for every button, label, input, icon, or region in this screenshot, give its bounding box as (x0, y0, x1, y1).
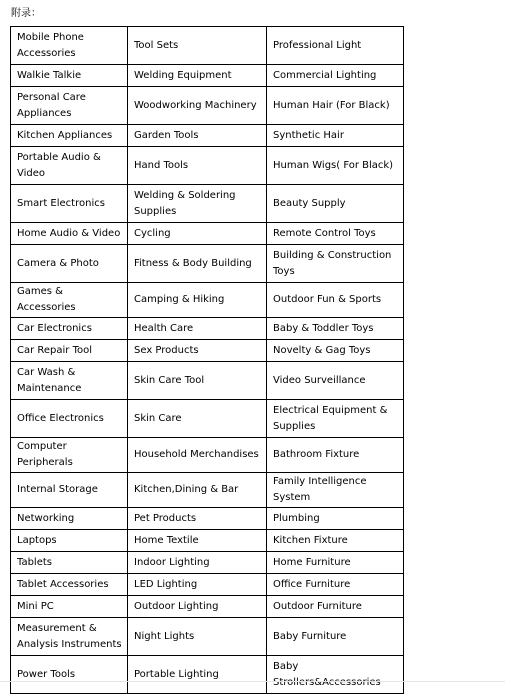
table-row (11, 656, 404, 694)
table-cell: Outdoor Furniture (267, 596, 404, 618)
table-cell: Tool Sets (128, 27, 267, 65)
table-cell: Laptops (11, 530, 128, 552)
table-cell: Indoor Lighting (128, 552, 267, 574)
table-cell: Networking (11, 508, 128, 530)
table-row (11, 438, 404, 473)
table-row (11, 223, 404, 245)
table-cell: Baby Furniture (267, 618, 404, 656)
table-row (11, 552, 404, 574)
table-row (11, 125, 404, 147)
table-cell: Building & Construction Toys (267, 245, 404, 283)
table-row (11, 245, 404, 283)
table-row (11, 340, 404, 362)
table-row (11, 596, 404, 618)
table-cell: Camera & Photo (11, 245, 128, 283)
table-cell: Power Tools (11, 656, 128, 694)
table-cell: Woodworking Machinery (128, 87, 267, 125)
table-cell: Portable Lighting (128, 656, 267, 694)
table-cell: Skin Care Tool (128, 362, 267, 400)
table-cell: Outdoor Fun & Sports (267, 283, 404, 318)
table-cell: Night Lights (128, 618, 267, 656)
table-cell: Home Audio & Video (11, 223, 128, 245)
table-row (11, 283, 404, 318)
table-cell: Electrical Equipment & Supplies (267, 400, 404, 438)
table-cell: Plumbing (267, 508, 404, 530)
table-row (11, 185, 404, 223)
table-row (11, 618, 404, 656)
table-cell: Cycling (128, 223, 267, 245)
category-table (10, 26, 404, 694)
table-cell: Measurement & Analysis Instruments (11, 618, 128, 656)
table-cell: Family Intelligence System (267, 473, 404, 508)
table-cell: Baby & Toddler Toys (267, 318, 404, 340)
table-cell: Human Hair (For Black) (267, 87, 404, 125)
table-row (11, 87, 404, 125)
table-row (11, 574, 404, 596)
table-cell: Baby Strollers&Accessories (267, 656, 404, 694)
table-cell: Office Furniture (267, 574, 404, 596)
table-cell: Home Textile (128, 530, 267, 552)
table-cell: Games & Accessories (11, 283, 128, 318)
table-cell: Household Merchandises (128, 438, 267, 473)
table-cell: Fitness & Body Building (128, 245, 267, 283)
table-cell: Tablet Accessories (11, 574, 128, 596)
table-cell: Portable Audio & Video (11, 147, 128, 185)
table-cell: Walkie Talkie (11, 65, 128, 87)
table-cell: Car Electronics (11, 318, 128, 340)
table-cell: Garden Tools (128, 125, 267, 147)
table-cell: Beauty Supply (267, 185, 404, 223)
table-cell: Outdoor Lighting (128, 596, 267, 618)
table-cell: Hand Tools (128, 147, 267, 185)
table-cell: Computer Peripherals (11, 438, 128, 473)
table-cell: Commercial Lighting (267, 65, 404, 87)
table-cell: Welding & Soldering Supplies (128, 185, 267, 223)
table-row (11, 147, 404, 185)
table-cell: Welding Equipment (128, 65, 267, 87)
table-row (11, 318, 404, 340)
table-cell: Internal Storage (11, 473, 128, 508)
table-cell: Health Care (128, 318, 267, 340)
table-cell: Video Surveillance (267, 362, 404, 400)
table-cell: Mini PC (11, 596, 128, 618)
table-cell: Car Repair Tool (11, 340, 128, 362)
table-cell: Mobile Phone Accessories (11, 27, 128, 65)
table-cell: Camping & Hiking (128, 283, 267, 318)
appendix-heading: 附录： (11, 8, 41, 19)
table-cell: Skin Care (128, 400, 267, 438)
table-cell: LED Lighting (128, 574, 267, 596)
table-row (11, 65, 404, 87)
table-cell: Novelty & Gag Toys (267, 340, 404, 362)
category-table-body (11, 27, 404, 694)
table-cell: Human Wigs( For Black) (267, 147, 404, 185)
table-cell: Smart Electronics (11, 185, 128, 223)
table-cell: Kitchen,Dining & Bar (128, 473, 267, 508)
table-cell: Personal Care Appliances (11, 87, 128, 125)
table-row (11, 508, 404, 530)
table-row (11, 473, 404, 508)
table-cell: Professional Light (267, 27, 404, 65)
table-cell: Synthetic Hair (267, 125, 404, 147)
table-row (11, 362, 404, 400)
table-cell: Remote Control Toys (267, 223, 404, 245)
table-row (11, 530, 404, 552)
table-cell: Bathroom Fixture (267, 438, 404, 473)
table-cell: Pet Products (128, 508, 267, 530)
table-row (11, 27, 404, 65)
table-cell: Home Furniture (267, 552, 404, 574)
table-cell: Kitchen Appliances (11, 125, 128, 147)
table-row (11, 400, 404, 438)
table-cell: Office Electronics (11, 400, 128, 438)
table-cell: Kitchen Fixture (267, 530, 404, 552)
table-cell: Sex Products (128, 340, 267, 362)
table-cell: Car Wash & Maintenance (11, 362, 128, 400)
table-cell: Tablets (11, 552, 128, 574)
footer-divider (0, 681, 505, 682)
